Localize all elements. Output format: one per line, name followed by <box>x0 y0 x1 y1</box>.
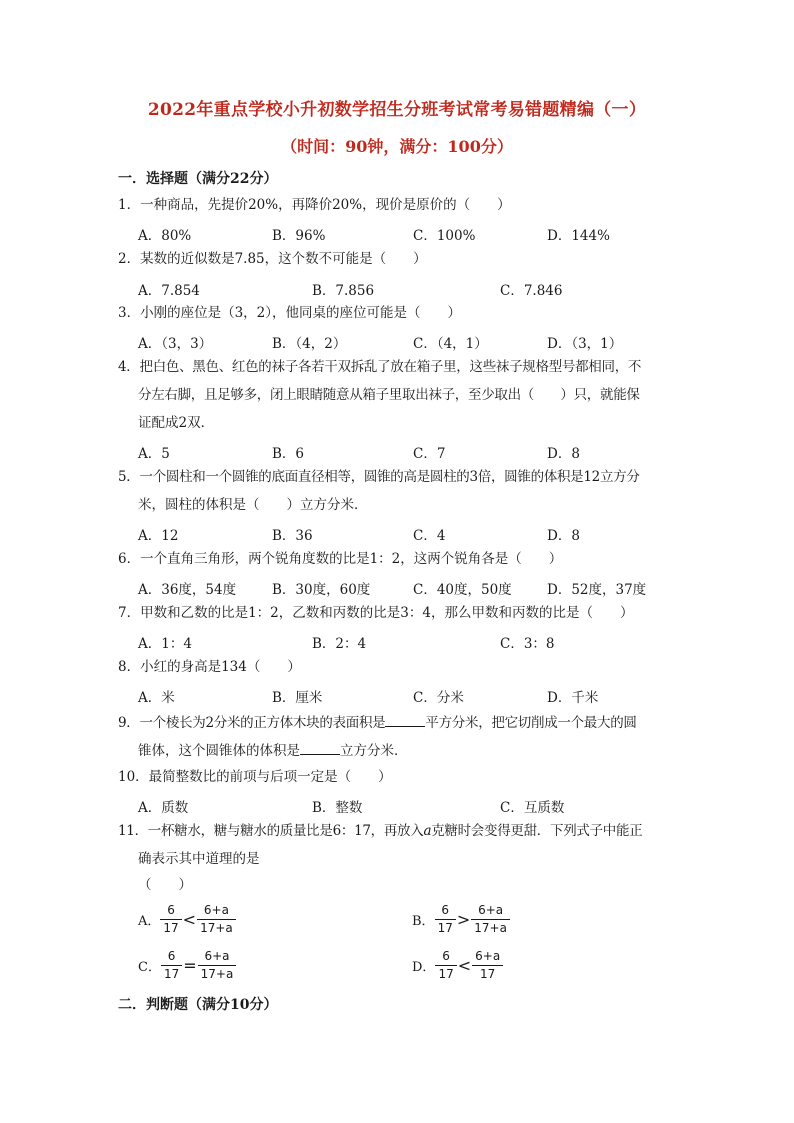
question-3-options <box>138 332 698 354</box>
option: A．（3，3） <box>138 336 213 352</box>
numerator: 6 <box>160 902 181 920</box>
denominator: 17 <box>437 921 453 935</box>
option: D．（3，1） <box>547 336 623 352</box>
option: A．1：4 <box>138 636 192 652</box>
question-2-options <box>138 279 698 301</box>
option: C．3：8 <box>500 636 555 652</box>
question-6-options <box>138 578 698 600</box>
fraction <box>161 948 182 983</box>
option: C．互质数 <box>500 800 565 816</box>
question-9-text-a: 9．一个棱长为2分米的正方体木块的表面积是 <box>118 715 386 731</box>
option: B．36 <box>272 528 313 544</box>
question-1-options <box>138 224 698 246</box>
question-9-text-d: 立方分米． <box>340 743 408 759</box>
question-6: 6．一个直角三角形，两个锐角度数的比是1：2，这两个锐角各是（ ） <box>118 551 563 567</box>
option-b <box>412 902 510 937</box>
numerator: 6 <box>435 948 456 966</box>
option: C．4 <box>413 528 446 544</box>
section-heading-judgement: 二．判断题（满分10分） <box>118 997 278 1013</box>
denominator: 17 <box>480 967 496 981</box>
question-7: 7．甲数和乙数的比是1：2，乙数和丙数的比是3：4，那么甲数和丙数的比是（ ） <box>118 605 634 621</box>
fraction <box>435 902 456 937</box>
question-8-options <box>138 686 698 708</box>
option: D．千米 <box>547 690 599 706</box>
fraction <box>471 902 510 937</box>
question-5-line-1: 5．一个圆柱和一个圆锥的底面直径相等，圆锥的高是圆柱的3倍，圆锥的体积是12立方分 <box>118 469 640 485</box>
option: C．40度，50度 <box>413 582 512 598</box>
question-5-options <box>138 524 698 546</box>
option: B．7.856 <box>312 283 375 299</box>
option: B．30度，60度 <box>272 582 371 598</box>
question-11-options-row-2 <box>138 948 698 988</box>
question-10-options <box>138 796 698 818</box>
option: B．（4，2） <box>272 336 347 352</box>
question-3: 3．小刚的座位是（3，2），他同桌的座位可能是（ ） <box>118 305 462 321</box>
relation-sign: > <box>456 910 471 929</box>
question-11-options-row-1 <box>138 902 698 942</box>
question-11-text-a: 11．一杯糖水，糖与糖水的质量比是6：17，再放入 <box>118 823 424 839</box>
question-2: 2．某数的近似数是7.85，这个数不可能是（ ） <box>118 251 427 267</box>
question-11-line-2: 确表示其中道理的是 <box>138 851 260 867</box>
denominator: 17+a <box>474 921 507 935</box>
numerator: 6+a <box>197 902 236 920</box>
question-9-text-c: 锥体，这个圆锥体的体积是 <box>138 743 300 759</box>
section-heading-choice: 一．选择题（满分22分） <box>118 171 278 187</box>
option: A．80% <box>138 228 192 244</box>
option: A．5 <box>138 446 170 462</box>
denominator: 17 <box>163 921 179 935</box>
question-4-line-2: 分左右脚，且足够多，闭上眼睛随意从箱子里取出袜子，至少取出（ ）只，就能保 <box>138 387 640 403</box>
fraction <box>472 948 503 983</box>
option: C．7.846 <box>500 283 563 299</box>
option: C．7 <box>413 446 446 462</box>
option: B．厘米 <box>272 690 323 706</box>
relation-sign: < <box>457 956 472 975</box>
question-4-line-3: 证配成2双． <box>138 415 215 431</box>
option: C．分米 <box>413 690 464 706</box>
question-8: 8．小红的身高是134（ ） <box>118 659 301 675</box>
answer-blank <box>385 712 425 727</box>
option-label: A． <box>138 914 161 929</box>
fraction <box>435 948 456 983</box>
option-d <box>412 948 503 983</box>
option: A．米 <box>138 690 175 706</box>
option-label: D． <box>412 960 436 975</box>
option: B．整数 <box>312 800 363 816</box>
denominator: 17+a <box>200 921 233 935</box>
option: B．96% <box>272 228 326 244</box>
option: B．6 <box>272 446 305 462</box>
question-11-line-3: （ ） <box>138 877 192 893</box>
denominator: 17 <box>438 967 454 981</box>
question-10: 10．最简整数比的前项与后项一定是（ ） <box>118 769 392 785</box>
relation-sign: < <box>182 910 197 929</box>
numerator: 6+a <box>198 948 237 966</box>
option: D．144% <box>547 228 610 244</box>
option-label: C． <box>138 960 161 975</box>
exam-subtitle: （时间：90钟，满分：100分） <box>281 137 513 156</box>
variable-a: a <box>423 823 432 839</box>
question-1: 1．一种商品，先提价20%，再降价20%，现价是原价的（ ） <box>118 197 511 213</box>
option: A．36度，54度 <box>138 582 237 598</box>
numerator: 6+a <box>472 948 503 966</box>
question-7-options <box>138 632 698 654</box>
denominator: 17+a <box>200 967 234 981</box>
fraction <box>160 902 181 937</box>
option: A．12 <box>138 528 179 544</box>
option: D．52度，37度 <box>547 582 647 598</box>
numerator: 6 <box>435 902 456 920</box>
question-4-options <box>138 442 698 464</box>
option: D．8 <box>547 446 580 462</box>
question-5-line-2: 米，圆柱的体积是（ ）立方分米． <box>138 497 368 513</box>
option-c <box>138 948 236 983</box>
question-11-text-b: 克糖时会变得更甜．下列式子中能正 <box>431 823 643 839</box>
question-4-line-1: 4．把白色、黑色、红色的袜子各若干双拆乱了放在箱子里，这些袜子规格型号都相同，不 <box>118 359 642 375</box>
option: B．2：4 <box>312 636 367 652</box>
fraction <box>198 948 237 983</box>
option-a <box>138 902 236 937</box>
answer-blank <box>300 740 340 755</box>
question-9-line-2 <box>138 738 698 765</box>
numerator: 6+a <box>471 902 510 920</box>
option: D．8 <box>547 528 580 544</box>
relation-sign: = <box>183 956 197 975</box>
option: A．质数 <box>138 800 189 816</box>
option-label: B． <box>412 914 435 929</box>
exam-title: 2022年重点学校小升初数学招生分班考试常考易错题精编（一） <box>147 100 647 120</box>
option: A．7.854 <box>138 283 200 299</box>
option: C．100% <box>413 228 476 244</box>
question-9-line-1 <box>118 710 678 737</box>
question-9-text-b: 平方分米，把它切削成一个最大的圆 <box>425 715 637 731</box>
question-11-line-1 <box>118 818 678 845</box>
fraction <box>197 902 236 937</box>
numerator: 6 <box>161 948 182 966</box>
option: C．（4，1） <box>413 336 488 352</box>
denominator: 17 <box>163 967 180 981</box>
